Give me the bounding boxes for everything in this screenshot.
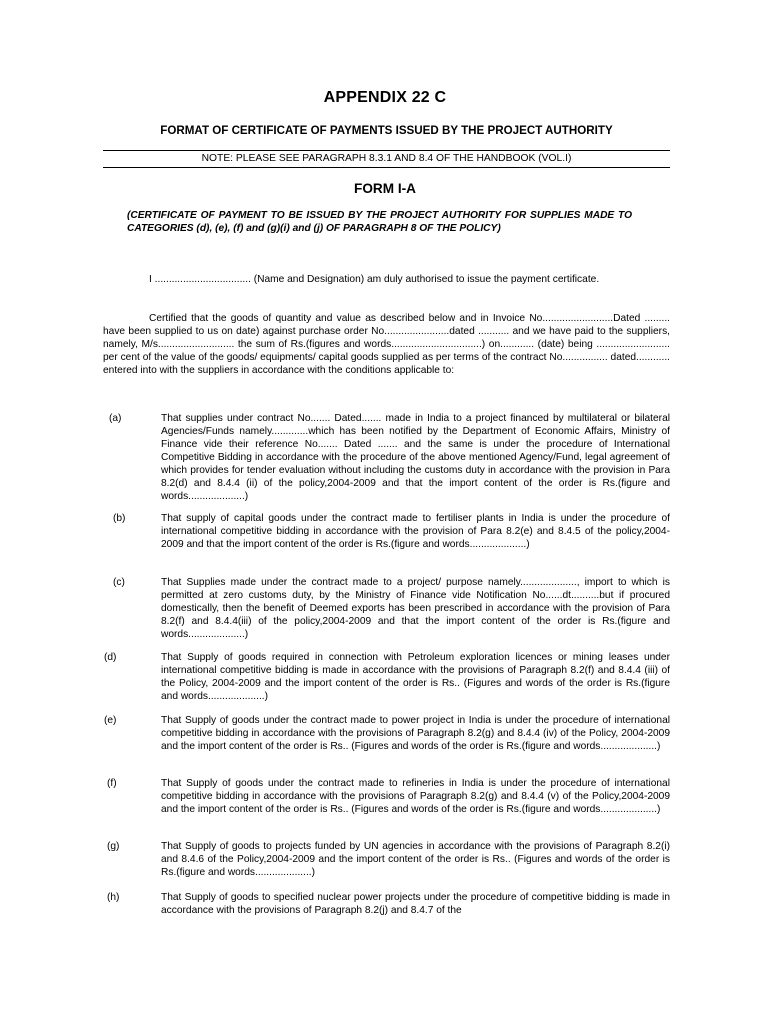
item-h-text: That Supply of goods to specified nuclear power projects under the procedure of competitive bidding is made in accordance with the provisions of Paragraph 8.2(j) and 8.4.7 of the bbox=[161, 892, 670, 916]
item-a-text: That supplies under contract No....... Dated....... made in India to a project financed by multilateral or bilateral Agencies/Funds namely.............which has been notified by the Department of Economic Affairs, Ministry of Finance vide their reference No....... Dated ....... and the same is under the procedure of International Competitive Bidding in accordance with the procedure of the above mentioned Agency/Fund, legal agreement of which provides for tender evaluation without including the customs duty in accordance with the provision in Para 8.2(d) and 8.4.4 (ii) of the policy,2004-2009 and that the import content of the order is Rs.(figure and words....................) bbox=[161, 413, 670, 502]
item-g-text: That Supply of goods to projects funded by UN agencies in accordance with the provisions of Paragraph 8.2(i) and 8.4.6 of the Policy,2004-2009 and the import content of the order is Rs.. (Figures and words of the order is Rs.(figure and words....................) bbox=[161, 841, 670, 878]
item-c-text: That Supplies made under the contract made to a project/ purpose namely...................., import to which is permitted at zero customs duty, by the Ministry of Finance vide Notification No......dt..........but if procured domestically, then the benefit of Deemed exports has been prescribed in accordance with the provision of Para 8.2(f) and 8.4.4(iii) of the policy,2004-2009 and that the import content of the order is Rs.(figure and words....................) bbox=[161, 577, 670, 640]
form-subtitle: (CERTIFICATE OF PAYMENT TO BE ISSUED BY THE PROJECT AUTHORITY FOR SUPPLIES MADE TO CATEGORIES (d), (e), (f) and (g)(i) and (j) OF PARAGRAPH 8 OF THE POLICY) bbox=[127, 210, 632, 234]
item-a-label: (a) bbox=[109, 413, 122, 424]
format-title: FORMAT OF CERTIFICATE OF PAYMENTS ISSUED BY THE PROJECT AUTHORITY bbox=[160, 124, 613, 137]
item-d-text: That Supply of goods required in connection with Petroleum exploration licences or mining leases under international competitive bidding is made in accordance with the provisions of Paragraph 8.2(f) and 8.4.4 (iii) of the Policy, 2004-2009 and the import content of the order is Rs.. (Figures and words of the order is Rs.(figure and words....................) bbox=[161, 652, 670, 702]
item-g-label: (g) bbox=[107, 841, 120, 852]
note-text: NOTE: PLEASE SEE PARAGRAPH 8.3.1 AND 8.4 OF THE HANDBOOK (VOL.I) bbox=[201, 153, 572, 164]
intro-paragraph: I .................................. (Name and Designation) am duly authorised to issue the payment certificate. bbox=[149, 274, 600, 285]
item-c-label: (c) bbox=[113, 577, 125, 588]
form-title: FORM I-A bbox=[354, 181, 416, 196]
appendix-title: APPENDIX 22 C bbox=[323, 89, 447, 106]
bottom-rule bbox=[103, 167, 670, 168]
item-b-label: (b) bbox=[113, 513, 126, 524]
item-e-label: (e) bbox=[104, 715, 117, 726]
item-h-label: (h) bbox=[107, 892, 120, 903]
item-d-label: (d) bbox=[104, 652, 117, 663]
certified-paragraph: Certified that the goods of quantity and value as described below and in Invoice No.........................Dated ......... have been supplied to us on date) against purchase order No.......................dated ........... and we have paid to the suppliers, namely, M/s........................... the sum of Rs.(figures and words................................) on............ (date) being .......................... per cent of the value of the goods/ equipments/ capital goods supplied as per terms of the contract No................ dated............ entered into with the suppliers in accordance with the conditions applicable to: bbox=[103, 313, 670, 376]
item-b-text: That supply of capital goods under the contract made to fertiliser plants in India is under the procedure of international competitive bidding in accordance with the provision of Para 8.2(e) and 8.4.5 of the policy,2004-2009 and that the import content of the order is Rs.(figure and words....................) bbox=[161, 513, 670, 550]
item-e-text: That Supply of goods under the contract made to power project in India is under the procedure of international competitive bidding in accordance with the provisions of Paragraph 8.2(g) and 8.4.4 (iv) of the Policy, 2004-2009 and the import content of the order is Rs.. (Figures and words of the order is Rs.(figure and words....................) bbox=[161, 715, 670, 752]
item-f-text: That Supply of goods under the contract made to refineries in India is under the procedure of international competitive bidding in accordance with the provisions of Paragraph 8.2(g) and 8.4.4 (v) of the Policy,2004-2009 and the import content of the order is Rs.. (Figures and words of the order is Rs.(figure and words....................) bbox=[161, 778, 670, 815]
item-f-label: (f) bbox=[107, 778, 117, 789]
top-rule bbox=[103, 150, 670, 151]
